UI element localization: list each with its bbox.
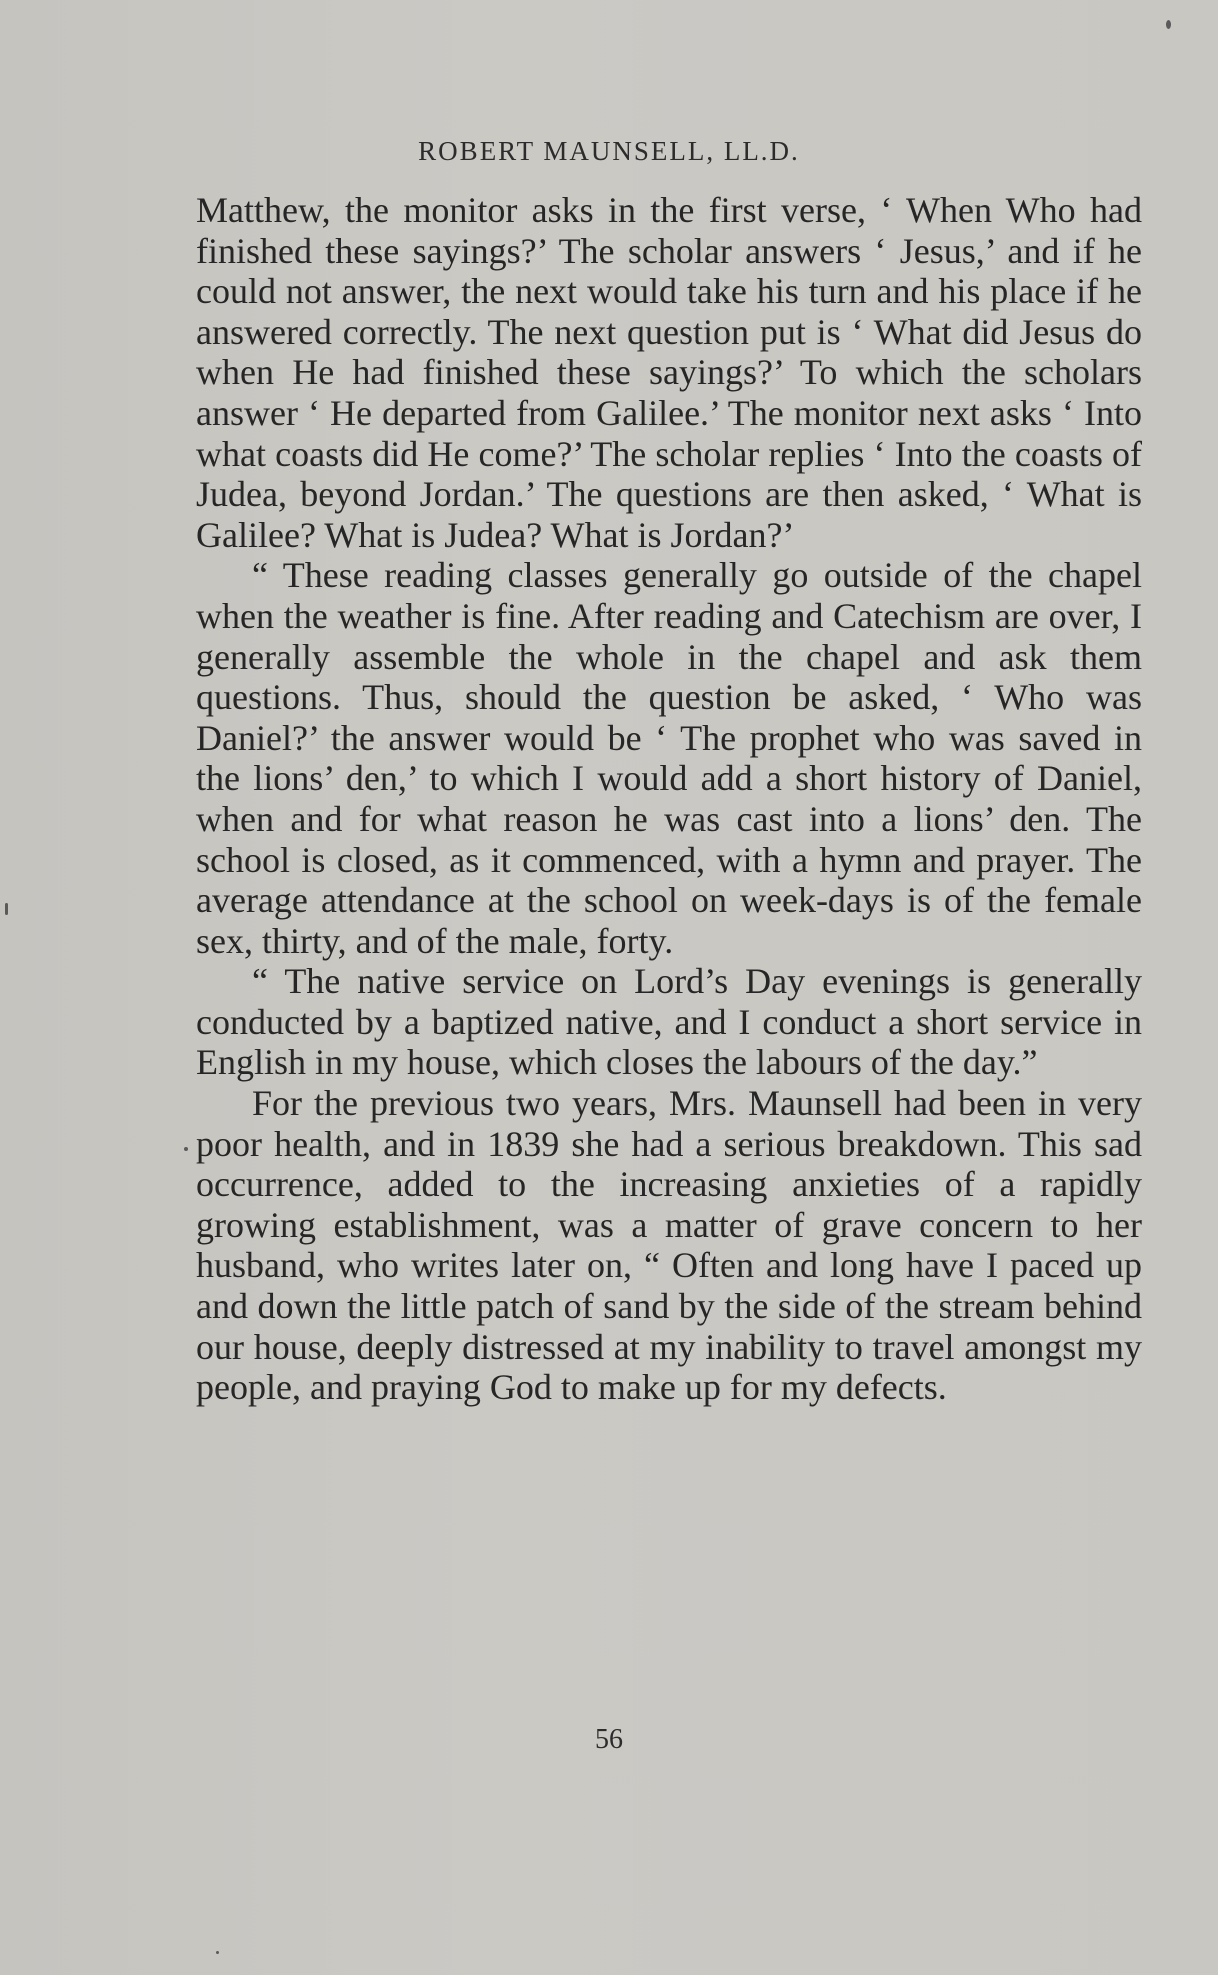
paragraph-reading-classes: “ These reading classes generally go outside of the chapel when the weather is fine. After reading and Catechism are over, I generally assemble the whole in the chapel and ask them questions. Thus, should the question be asked, ‘ Who was Daniel?’ the answer would be ‘ The prophet who was saved in the lions’ den,’ to which I would add a short history of Daniel, when and for what reason he was cast into a lions’ den. The school is closed, as it commenced, with a hymn and prayer. The average attendance at the school on week-days is of the female sex, thirty, and of the male, forty. <box>196 555 1142 961</box>
page-number: 56 <box>595 1724 623 1755</box>
paragraph-continuation: Matthew, the monitor asks in the first verse, ‘ When Who had finished these sayings?’ The scholar answers ‘ Jesus,’ and if he could not answer, the next would take his turn and his place if he answered correctly. The next question put is ‘ What did Jesus do when He had finished these sayings?’ To which the scholars answer ‘ He departed from Galilee.’ The monitor next asks ‘ Into what coasts did He come?’ The scholar replies ‘ Into the coasts of Judea, beyond Jordan.’ The questions are then asked, ‘ What is Galilee? What is Judea? What is Jordan?’ <box>196 190 1142 555</box>
running-head: ROBERT MAUNSELL, LL.D. <box>418 136 800 166</box>
paragraph-mrs-maunsell: For the previous two years, Mrs. Maunsell had been in very poor health, and in 1839 she had a serious breakdown. This sad occurrence, added to the increasing anxieties of a rapidly growing establishment, was a matter of grave concern to her husband, who writes later on, “ Often and long have I paced up and down the little patch of sand by the side of the stream behind our house, deeply distressed at my inability to travel amongst my people, and praying God to make up for my defects. <box>196 1083 1142 1408</box>
paper-speck <box>5 903 8 915</box>
paper-speck <box>216 1951 219 1954</box>
body-text <box>196 190 1142 1408</box>
paper-speck <box>1166 20 1171 29</box>
paragraph-native-service: “ The native service on Lord’s Day evenings is generally conducted by a baptized native, and I conduct a short service in English in my house, which closes the labours of the day.” <box>196 961 1142 1083</box>
paper-speck <box>184 1147 188 1151</box>
